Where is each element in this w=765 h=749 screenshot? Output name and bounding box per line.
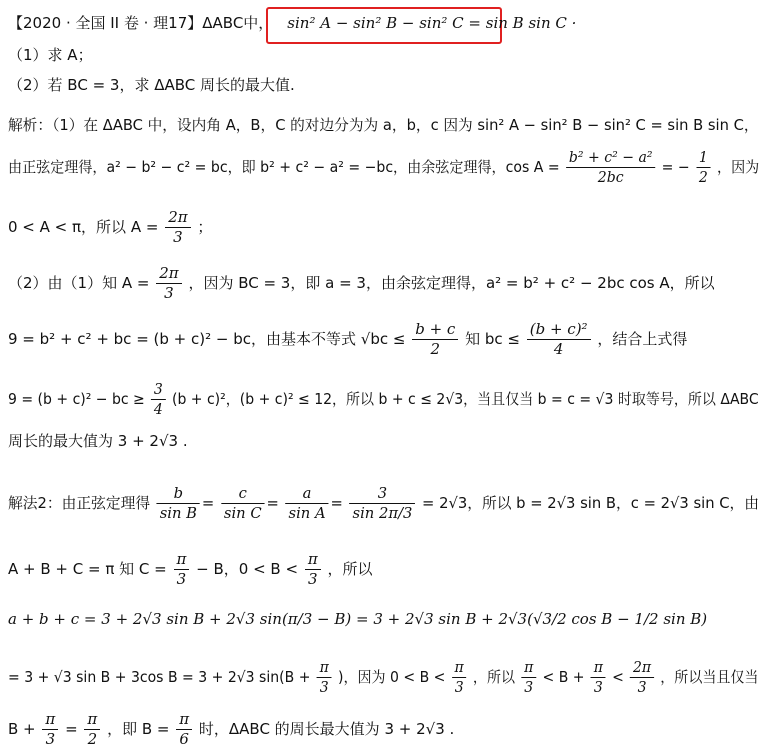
sol1-l6-text-b: (b + c)²，(b + c)² ≤ 12，所以 b + c ≤ 2√3，当且仅当 b = c = √3 时取等号，所以 ΔABC [171, 390, 759, 408]
frac-den: 4 [553, 340, 564, 358]
sol1-line-7: 周长的最大值为 3 + 2√3 . [8, 432, 188, 450]
sol2-l2-text-c: ，所以 [327, 560, 373, 578]
frac-den: sin C [223, 504, 262, 522]
sol2-l5-text-a: B + [8, 720, 36, 738]
sol2-l4-text-f: ，所以当且仅当 [660, 668, 759, 686]
pi-third-6 [591, 660, 606, 695]
sol1-l5-text-b: 知 bc ≤ [465, 330, 520, 348]
bc-square-fraction [527, 322, 591, 357]
law-of-sines-a [286, 486, 329, 521]
frac-den: 3 [524, 678, 534, 696]
bc-fraction [412, 322, 458, 357]
frac-num: 3 [350, 486, 416, 504]
sol1-l2-text-b: = − [661, 158, 690, 176]
frac-den: 2bc [597, 168, 624, 186]
frac-den: 2 [430, 340, 441, 358]
frac-num: π [84, 712, 100, 730]
sol2-line-3: a + b + c = 3 + 2√3 sin B + 2√3 sin(π/3 − B) = 3 + 2√3 sin B + 2√3(√3/2 cos B − 1/2 sin B) [8, 610, 708, 628]
sol2-l4-text-c: ，所以 [472, 668, 516, 686]
frac-num: 3 [151, 382, 166, 400]
sol1-line-6 [8, 382, 759, 417]
sol2-l4-text-e: < [612, 668, 624, 686]
sol1-l2-text-c: ，因为 [717, 158, 760, 176]
frac-den: 3 [454, 678, 464, 696]
frac-den: 6 [179, 730, 189, 748]
pi-third-2 [305, 552, 321, 587]
sol1-l5-text-c: ，结合上式得 [597, 330, 688, 348]
sol1-l4-text-a: （2）由（1）知 A = [8, 274, 150, 292]
sol1-line-5 [8, 322, 687, 357]
sol2-line-1: 解法2：由正弦定理得 $\frac{b}{\text{sin B}}$ = $\frac{c}{\text{sin C}}$ = $\frac{a}{\text{sin A}}$ = $\frac{3}{\sin 2\pi/3}$ = 2√3，所以 b = 2√3 sin B，c = 2√3 sin C，由 [8, 484, 760, 522]
sol1-l6-text-a: 9 = (b + c)² − bc ≥ [8, 390, 145, 408]
sol2-l1-text-b: = 2√3，所以 b = 2√3 sin B，c = 2√3 sin C，由 [422, 494, 760, 512]
law-of-sines-b [157, 486, 200, 521]
frac-num: 2π [630, 660, 654, 678]
sol2-l4-text-b: )，因为 0 < B < [337, 668, 446, 686]
a-fraction-2 [156, 266, 181, 301]
sol2-l1-text-a: 解法2：由正弦定理得 [8, 494, 151, 512]
frac-num: (b + c)² [527, 322, 591, 340]
three-quarter-fraction [151, 382, 166, 417]
frac-num: π [174, 552, 190, 570]
sol2-l5-text-c: ，即 B = [107, 720, 170, 738]
cos-fraction [566, 150, 655, 185]
sol2-l5-text-b: = [65, 720, 78, 738]
sol2-l4-text-a: = 3 + √3 sin B + 3cos B = 3 + 2√3 sin(B + [8, 668, 311, 686]
frac-num: 1 [696, 150, 711, 168]
frac-den: 2 [698, 168, 708, 186]
given-equation: sin² A − sin² B − sin² C = sin B sin C · [287, 14, 577, 32]
sol1-line-1: 解析：（1）在 ΔABC 中，设内角 A，B，C 的对边分为为 a，b，c 因为 sin² A − sin² B − sin² C = sin B sin C， [8, 116, 759, 134]
problem-header [8, 16, 576, 31]
sol2-line-2 [8, 552, 372, 587]
frac-den: 4 [153, 400, 163, 418]
two-pi-third [630, 660, 654, 695]
frac-num: π [305, 552, 321, 570]
sol1-l4-text-b: ，因为 BC = 3，即 a = 3，由余弦定理得，a² = b² + c² − 2bc cos A，所以 [188, 274, 715, 292]
sol1-line-4 [8, 266, 715, 301]
frac-num: a [286, 486, 329, 504]
frac-num: π [452, 660, 467, 678]
frac-num: π [521, 660, 536, 678]
frac-num: π [591, 660, 606, 678]
triangle-text: ΔABC中， [202, 14, 274, 32]
pi-third-5 [521, 660, 536, 695]
sol2-l5-text-d: 时，ΔABC 的周长最大值为 3 + 2√3 . [198, 720, 455, 738]
question-2: （2）若 BC = 3，求 ΔABC 周长的最大值. [8, 76, 295, 94]
sol2-line-5 [8, 712, 454, 747]
frac-den: 3 [173, 228, 183, 246]
frac-den: sin 2π/3 [352, 504, 413, 522]
pi-third-7 [42, 712, 58, 747]
frac-den: 3 [45, 730, 56, 748]
question-1: （1）求 A； [8, 46, 93, 64]
frac-den: 3 [176, 570, 187, 588]
frac-den: sin B [159, 504, 198, 522]
frac-den: sin A [288, 504, 326, 522]
half-fraction [696, 150, 711, 185]
sol1-l3-text-b: ； [197, 218, 213, 236]
pi-third-4 [452, 660, 467, 695]
frac-den: 2 [87, 730, 98, 748]
law-of-sines-c [221, 486, 265, 521]
frac-den: 3 [637, 678, 647, 696]
frac-num: π [317, 660, 332, 678]
sol1-l5-text-a: 9 = b² + c² + bc = (b + c)² − bc，由基本不等式 √bc ≤ [8, 330, 406, 348]
frac-den: 3 [307, 570, 318, 588]
sol2-line-4 [8, 660, 758, 695]
frac-num: 2π [156, 266, 181, 284]
sol1-line-2 [8, 150, 759, 185]
pi-sixth [176, 712, 192, 747]
frac-num: b + c [412, 322, 458, 340]
sol1-l3-text-a: 0 < A < π，所以 A = [8, 218, 159, 236]
frac-num: 2π [165, 210, 190, 228]
law-of-sines-3 [350, 486, 416, 521]
pi-third [174, 552, 190, 587]
source-tag: 【2020 · 全国 II 卷 · 理17】 [8, 14, 203, 32]
sol2-l4-text-d: < B + [542, 668, 585, 686]
frac-num: c [221, 486, 265, 504]
sol1-l2-text-a: 由正弦定理得，a² − b² − c² = bc，即 b² + c² − a² = −bc，由余弦定理得，cos A = [8, 158, 560, 176]
frac-num: b [157, 486, 200, 504]
frac-den: 3 [164, 284, 174, 302]
sol2-l2-text-b: − B，0 < B < [196, 560, 299, 578]
pi-half [84, 712, 100, 747]
frac-num: b² + c² − a² [566, 150, 655, 168]
frac-num: π [176, 712, 192, 730]
sol1-line-3 [8, 210, 212, 245]
frac-den: 3 [319, 678, 329, 696]
a-fraction [165, 210, 190, 245]
sol2-l2-text-a: A + B + C = π 知 C = [8, 560, 167, 578]
frac-num: π [42, 712, 58, 730]
frac-den: 3 [593, 678, 603, 696]
pi-third-3 [317, 660, 332, 695]
